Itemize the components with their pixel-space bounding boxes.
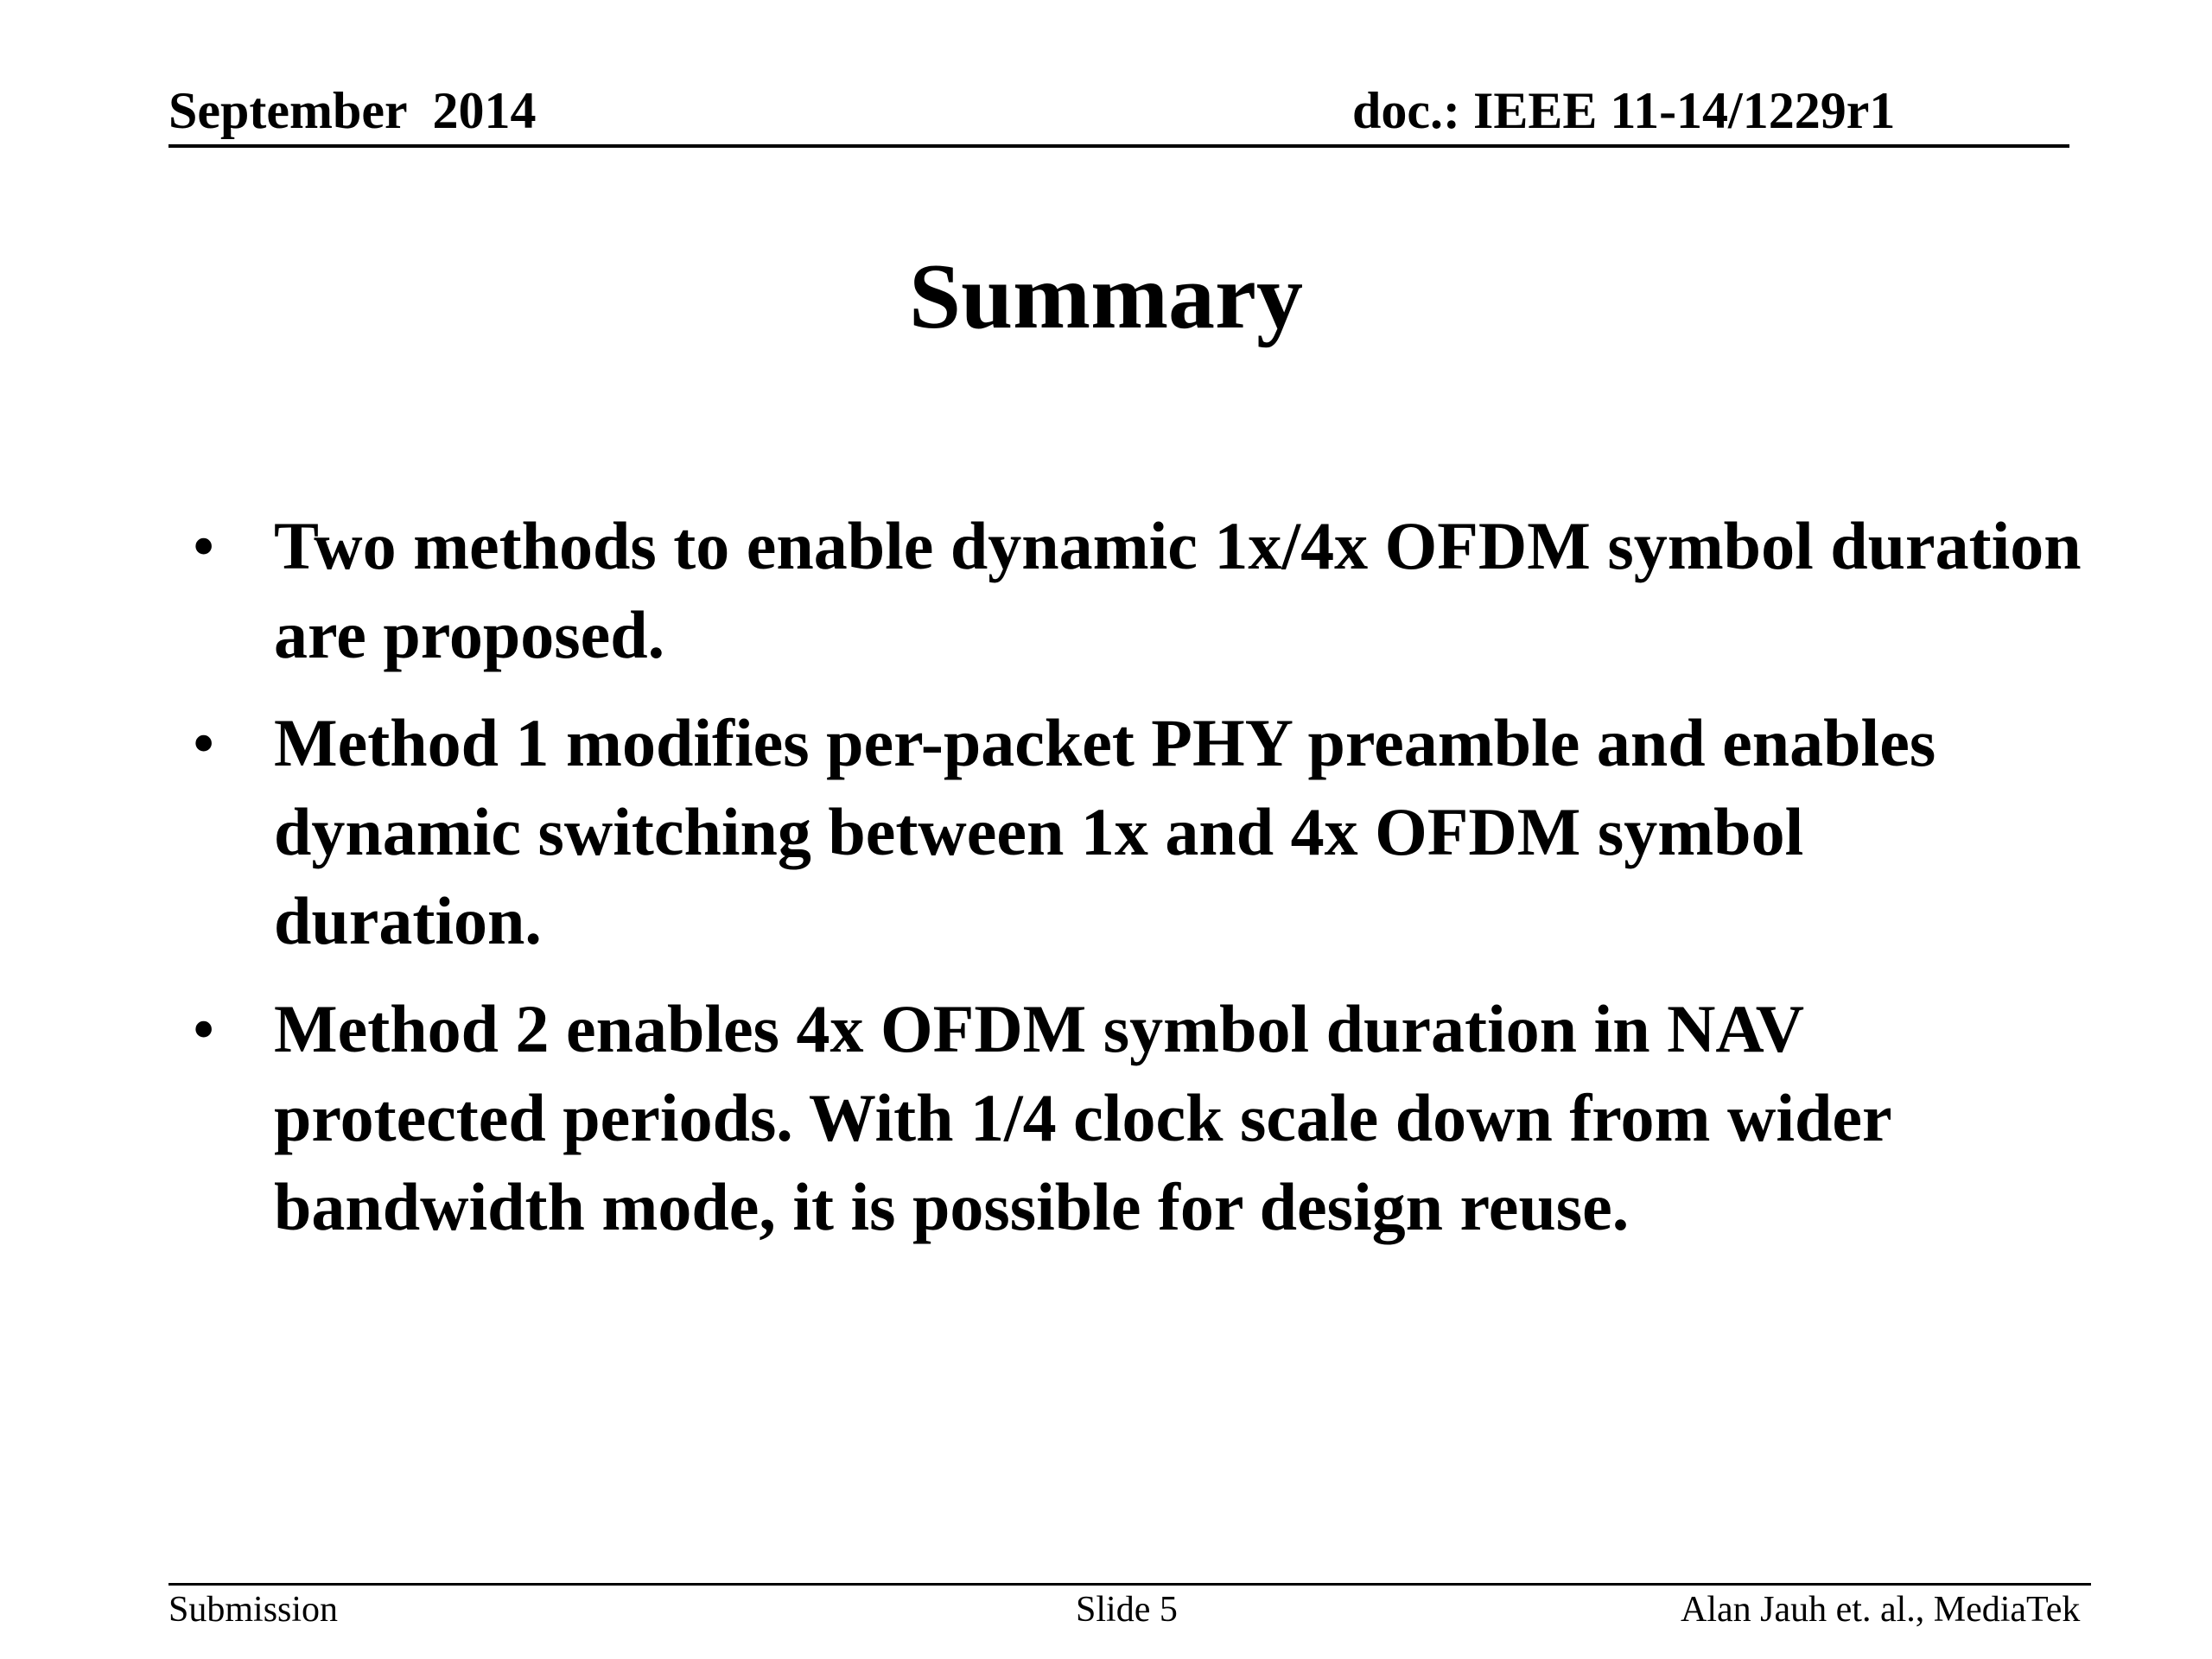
- bullet-dot-icon: •: [192, 705, 216, 780]
- bullet-dot-icon: •: [192, 508, 216, 583]
- bullet-item: [181, 501, 2082, 679]
- footer-divider: [168, 1583, 2091, 1586]
- bullet-list: [181, 501, 2082, 1270]
- header-doc-id: doc.: IEEE 11-14/1229r1: [1352, 82, 1896, 139]
- bullet-item: [181, 698, 2082, 965]
- bullet-item: [181, 984, 2082, 1251]
- bullet-text: Method 2 enables 4x OFDM symbol duration in NAV protected periods. With 1/4 clock scale down from wider bandwidth mode, it is possible for design reuse.: [274, 991, 1891, 1244]
- footer-author: Alan Jauh et. al., MediaTek: [1681, 1590, 2081, 1630]
- bullet-text: Method 1 modifies per-packet PHY preamble and enables dynamic switching between 1x and 4x OFDM symbol duration.: [274, 705, 1936, 958]
- bullet-dot-icon: •: [192, 991, 216, 1066]
- footer-submission: Submission: [168, 1590, 339, 1630]
- header-divider: [168, 144, 2069, 148]
- footer-slide-number: Slide 5: [1076, 1590, 1178, 1630]
- header-date: September 2014: [168, 82, 537, 139]
- bullet-text: Two methods to enable dynamic 1x/4x OFDM symbol duration are proposed.: [274, 508, 2082, 672]
- slide-title: Summary: [909, 245, 1303, 348]
